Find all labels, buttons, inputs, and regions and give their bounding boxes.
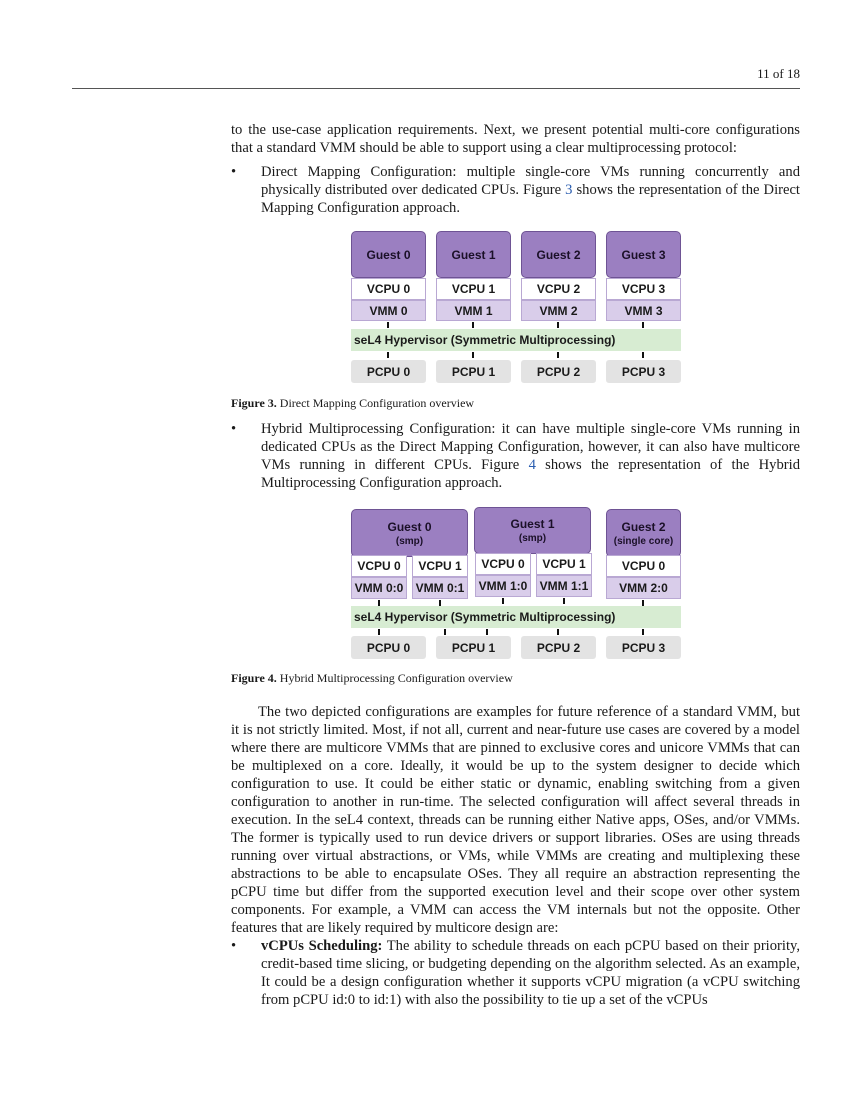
fig4-guest-2-sub: (single core) [613, 535, 674, 547]
fig3-vcpu-3: VCPU 3 [606, 278, 681, 300]
bullet1-text-after: shows the representation of the Direct Mapping Configuration approach. [261, 182, 800, 216]
figure3-caption-text: Direct Mapping Configuration overview [276, 396, 475, 410]
fig4-connector [563, 598, 565, 604]
figure4-ref-link[interactable]: 4 [528, 457, 536, 473]
fig4-pcpu-2: PCPU 2 [521, 636, 596, 659]
bullet2-text-after: shows the representation of the Hybrid Multiprocessing Configuration approach. [261, 457, 800, 491]
figure3-caption-label: Figure 3. [231, 396, 277, 410]
body-paragraph [231, 703, 800, 937]
fig4-guest-1 [474, 507, 591, 554]
fig4-guest-2-name: Guest 2 [621, 519, 666, 534]
bullet3-text: The ability to schedule threads on each pCPU based on their priority, credit-based time slicing, or budgeting depending on the algorithm selected. As an example, It could be a design configuration whether it supports vCPU migration (a vCPU switching from pCPU id:0 to id:1) with also the possibility to tie up a set of the vCPUs [261, 938, 800, 1008]
fig3-hypervisor: seL4 Hypervisor (Symmetric Multiprocessing) [351, 329, 681, 351]
bullet-dot: • [231, 164, 237, 180]
fig4-guest-1-name: Guest 1 [510, 517, 555, 531]
fig3-pcpu-0: PCPU 0 [351, 360, 426, 383]
intro-text: to the use-case application requirements. Next, we present potential multi-core configurations that a standard VMM should be able to support using a clear multiprocessing protocol: [231, 122, 800, 156]
bullet-dot: • [231, 938, 237, 954]
fig3-vcpu-1: VCPU 1 [436, 278, 511, 300]
fig4-vmm-0-1: VMM 0:1 [412, 577, 468, 599]
figure4-caption [231, 671, 800, 686]
fig4-vcpu-0-0: VCPU 0 [351, 555, 407, 577]
fig4-guest-0-sub: (smp) [395, 535, 424, 547]
fig4-connector [557, 629, 559, 635]
figure3-caption [231, 396, 800, 411]
fig4-connector [642, 629, 644, 635]
figure4-caption-label: Figure 4. [231, 671, 277, 685]
fig3-connector [557, 322, 559, 328]
fig3-connector [642, 352, 644, 358]
fig3-vcpu-2: VCPU 2 [521, 278, 596, 300]
fig3-vmm-2: VMM 2 [521, 300, 596, 321]
fig3-pcpu-3: PCPU 3 [606, 360, 681, 383]
fig3-connector [642, 322, 644, 328]
fig3-guest-2: Guest 2 [521, 231, 596, 278]
fig4-hypervisor: seL4 Hypervisor (Symmetric Multiprocessing) [351, 606, 681, 628]
fig3-connector [387, 322, 389, 328]
bullet-dot: • [231, 421, 237, 437]
fig4-guest-0-name: Guest 0 [387, 519, 432, 534]
bullet-direct-mapping [231, 163, 800, 217]
figure3-diagram [351, 231, 681, 383]
fig4-vcpu-1-0: VCPU 0 [475, 553, 531, 575]
fig4-vcpu-0-1: VCPU 1 [412, 555, 468, 577]
fig3-vmm-3: VMM 3 [606, 300, 681, 321]
fig3-guest-1: Guest 1 [436, 231, 511, 278]
fig4-vcpu-2-0: VCPU 0 [606, 555, 681, 577]
fig4-pcpu-0: PCPU 0 [351, 636, 426, 659]
fig3-connector [472, 322, 474, 328]
fig3-connector [557, 352, 559, 358]
fig3-vmm-0: VMM 0 [351, 300, 426, 321]
fig3-connector [472, 352, 474, 358]
bullet-hybrid [231, 420, 800, 492]
body-paragraph-text: The two depicted configurations are examples for future reference of a standard VMM, but it is not strictly limited. Most, if not all, current and near-future use cases are covered by a model where there are multicore VMMs that are pinned to exclusive cores and unicore VMMs that can be multiplexed on a core. Ideally, it would be up to the system designer to decide which configuration to use. It could be either static or dynamic, enabling switching from a given configuration to another in run-time. The selected configuration will affect several threads in execution. In the seL4 context, threads can be running either Native apps, OSes, and/or VMMs. The former is typically used to run device drivers or support libraries. OSes are using threads running over virtual abstractions, or VMs, while VMMs are creating and multiplexing these abstractions to be able to encapsulate OSes. They all require an abstraction representing the pCPU time but differ from the supported execution level and their scope over other system components. For example, a VMM can access the VM internals but not the opposite. Other features that are likely required by multicore design are: [231, 704, 800, 936]
figure3-ref-link[interactable]: 3 [565, 182, 573, 198]
fig4-connector [378, 629, 380, 635]
fig3-connector [387, 352, 389, 358]
fig4-pcpu-1: PCPU 1 [436, 636, 511, 659]
figure4-diagram [351, 507, 681, 659]
fig3-pcpu-2: PCPU 2 [521, 360, 596, 383]
fig3-guest-3: Guest 3 [606, 231, 681, 278]
fig4-vmm-1-1: VMM 1:1 [536, 575, 592, 597]
fig4-connector [486, 629, 488, 635]
fig4-guest-1-sub: (smp) [518, 533, 547, 544]
fig3-vcpu-0: VCPU 0 [351, 278, 426, 300]
fig3-vmm-1: VMM 1 [436, 300, 511, 321]
header-rule [72, 88, 800, 89]
fig4-connector [502, 598, 504, 604]
bullet2-text-before: Hybrid Multiprocessing Configuration: it can have multiple single-core VMs running in dedicated CPUs as the Direct Mapping Configuration, however, it can also have multicore VMs running in different CPUs. Figure [261, 421, 800, 473]
fig4-vmm-1-0: VMM 1:0 [475, 575, 531, 597]
intro-paragraph [231, 121, 800, 157]
fig3-pcpu-1: PCPU 1 [436, 360, 511, 383]
fig4-pcpu-3: PCPU 3 [606, 636, 681, 659]
fig4-vmm-0-0: VMM 0:0 [351, 577, 407, 599]
fig4-vcpu-1-1: VCPU 1 [536, 553, 592, 575]
fig4-guest-0 [351, 509, 468, 557]
fig4-vmm-2-0: VMM 2:0 [606, 577, 681, 599]
bullet1-text-before: Direct Mapping Configuration: multiple single-core VMs running concurrently and physically distributed over dedicated CPUs. Figure [261, 164, 800, 198]
figure4-caption-text: Hybrid Multiprocessing Configuration overview [276, 671, 513, 685]
page-number: 11 of 18 [757, 66, 800, 81]
fig3-guest-0: Guest 0 [351, 231, 426, 278]
fig4-connector [444, 629, 446, 635]
bullet3-title: vCPUs Scheduling: [261, 938, 383, 954]
bullet-vcpu-scheduling [231, 937, 800, 1009]
fig4-guest-2 [606, 509, 681, 557]
